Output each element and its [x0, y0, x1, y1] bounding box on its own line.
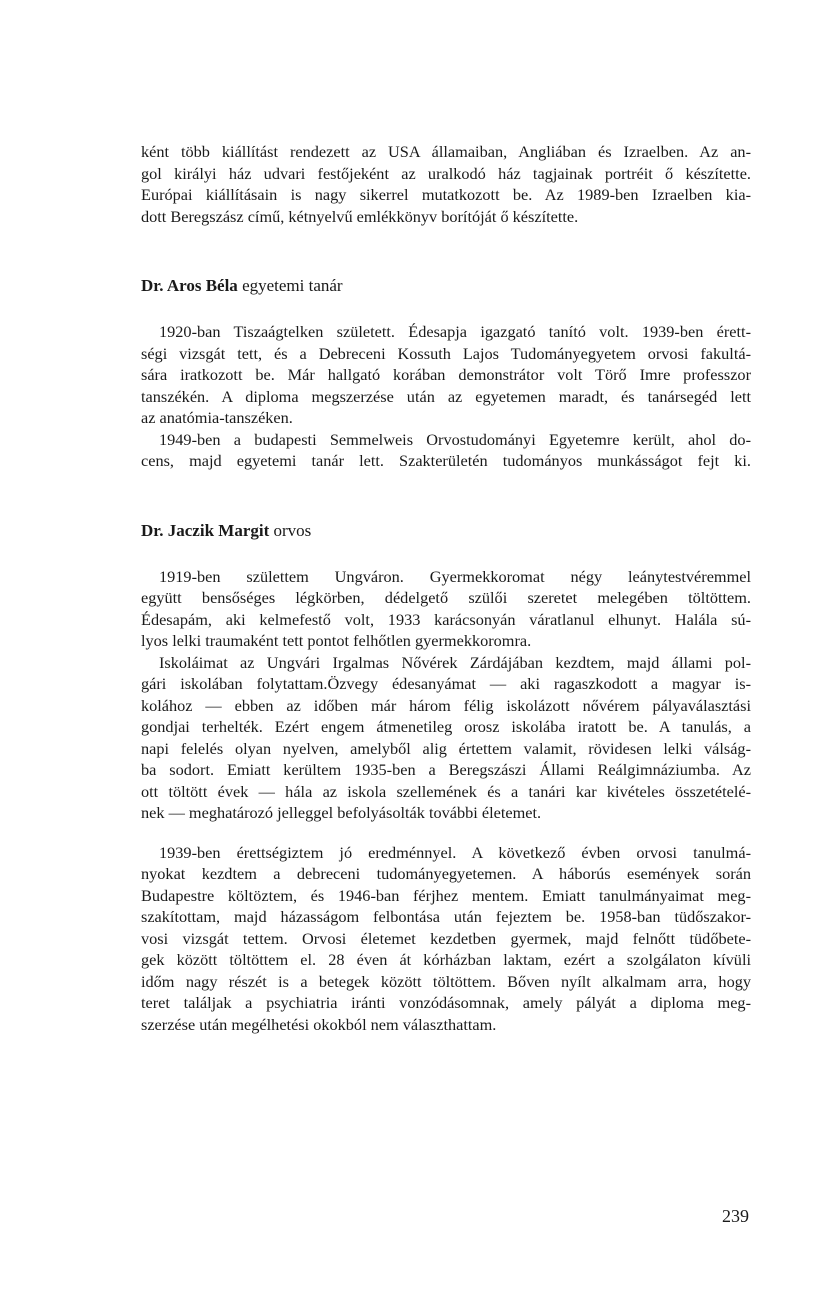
text-line: gondjai terhelték. Ezért engem átmenetileg orosz iskolába iratott be. A tanulás, a [141, 717, 751, 736]
text-line: 1919-ben születtem Ungváron. Gyermekkoromat négy leánytestvéremmel [159, 566, 751, 586]
text-line: napi felelés olyan nyelven, amelyből alig értettem valamit, rövidesen lelki válság- [141, 738, 751, 758]
text-line: dott Beregszász című, kétnyelvű emlékkönyv borítóját ő készítette. [141, 206, 579, 226]
text-line: lyos lelki traumaként tett pontot felhőtlen gyermekkoromra. [141, 631, 532, 650]
text-line: szerzése után megélhetési okokból nem választhattam. [141, 1014, 497, 1034]
text-line: ba sodort. Emiatt kerültem 1935-ben a Beregszászi Állami Reálgimnáziumba. Az [141, 760, 751, 779]
text-line: nyokat kezdtem a debreceni tudományegyetemen. A háborús események során [141, 864, 751, 883]
person-name: Dr. Jaczik Margit [141, 520, 270, 540]
text-line: ként több kiállítást rendezett az USA államaiban, Angliában és Izraelben. Az an- [141, 142, 751, 161]
text-line: Édesapám, aki kelmefestő volt, 1933 karácsonyán váratlanul elhunyt. Halála sú- [141, 609, 751, 629]
jaczik-paragraph-3 [141, 842, 751, 1036]
text-line: Iskoláimat az Ungvári Irgalmas Nővérek Zárdájában kezdtem, majd állami pol- [159, 652, 751, 672]
text-line: gol királyi ház udvari festőjeként az uralkodó ház tagjainak portréit ő készítette. [141, 163, 751, 183]
aros-paragraph-1 [141, 321, 751, 429]
text-line: 1949-ben a budapesti Semmelweis Orvostudományi Egyetemre került, ahol do- [159, 429, 751, 449]
section-heading-jaczik [141, 520, 751, 544]
intro-paragraph [141, 141, 751, 227]
person-role: egyetemi tanár [237, 276, 343, 295]
text-line: teret találjak a psychiatria iránti vonzódásomnak, amely pályát a diploma meg- [141, 993, 751, 1012]
text-line: nek — meghatározó jelleggel befolyásolták további életemet. [141, 803, 542, 822]
text-line: 1939-ben érettségiztem jó eredménnyel. A következő évben orvosi tanulmá- [159, 842, 751, 862]
page-number: 239 [722, 1206, 749, 1226]
person-name: Dr. Aros Béla [141, 276, 238, 295]
person-role: orvos [269, 520, 312, 540]
text-line: együtt bensőséges légkörben, dédelgető szülői szeretet melegében töltöttem. [141, 588, 751, 607]
text-line: cens, majd egyetemi tanár lett. Szakterületén tudományos munkásságot fejt ki. [141, 451, 751, 470]
text-line: vosi vizsgát tettem. Orvosi életemet kezdetben gyermek, majd felnőtt tüdőbete- [141, 928, 751, 948]
text-line: szakítottam, majd házasságom felbontása után fejeztem be. 1958-ban tüdőszakor- [141, 907, 751, 926]
section-heading-aros [141, 275, 751, 299]
jaczik-paragraph-1 [141, 566, 751, 652]
text-line: gek között töltöttem el. 28 éven át kórházban laktam, ezért a szolgálaton kívüli [141, 950, 751, 969]
text-line: 1920-ban Tiszaágtelken született. Édesapja igazgató tanító volt. 1939-ben érett- [159, 322, 751, 341]
text-line: tanszékén. A diploma megszerzése után az egyetemen maradt, és tanársegéd lett [141, 386, 751, 406]
text-line: kolához — ebben az időben már három félig iskolázott nővérem pályaválasztási [141, 695, 751, 715]
text-line: ségi vizsgát tett, és a Debreceni Kossuth Lajos Tudományegyetem orvosi fakultá- [141, 343, 751, 363]
aros-paragraph-2 [141, 429, 751, 472]
text-line: Budapestre költöztem, és 1946-ban férjhez mentem. Emiatt tanulmányaimat meg- [141, 885, 751, 905]
text-line: időm nagy részét is a betegek között töltöttem. Bőven nyílt alkalmam arra, hogy [141, 971, 751, 991]
text-line: ott töltött évek — hála az iskola szellemének és a tanári kar kivételes összetételé- [141, 781, 751, 801]
text-column [141, 141, 751, 1035]
jaczik-paragraph-2 [141, 652, 751, 824]
text-line: Európai kiállításain is nagy sikerrel mutatkozott be. Az 1989-ben Izraelben kia- [141, 185, 751, 204]
text-line: gári iskolában folytattam.Özvegy édesanyámat — aki ragaszkodott a magyar is- [141, 674, 751, 693]
text-line: sára iratkozott be. Már hallgató korában demonstrátor volt Törő Imre professzor [141, 365, 751, 384]
text-line: az anatómia-tanszéken. [141, 408, 293, 427]
